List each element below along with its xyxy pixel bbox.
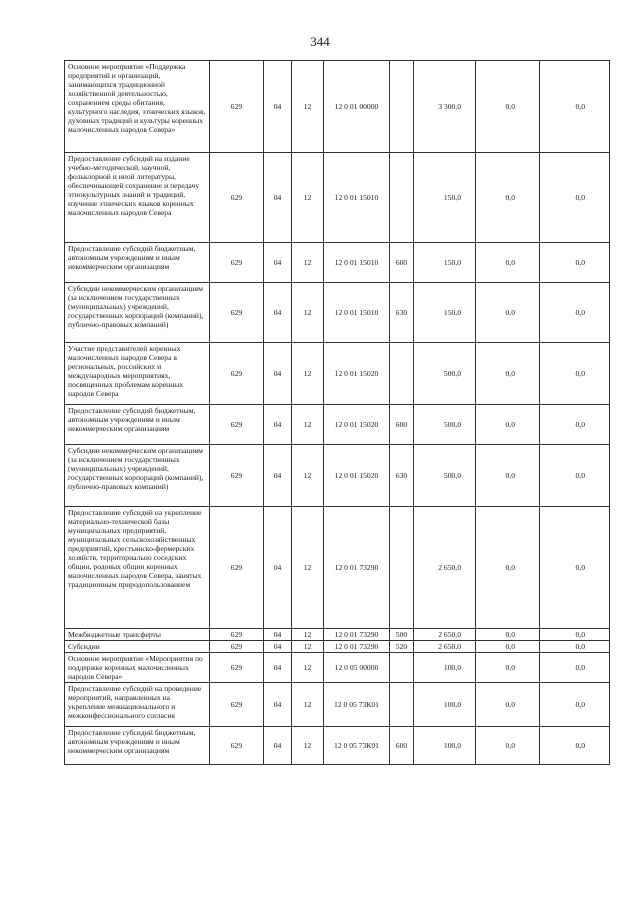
target-article: 12 0 01 15010 — [324, 153, 390, 243]
amount-year-1: 150,0 — [414, 153, 476, 243]
table-body — [65, 61, 610, 765]
amount-year-3: 0,0 — [540, 405, 610, 445]
ministry-code: 629 — [210, 405, 264, 445]
amount-year-1: 500,0 — [414, 405, 476, 445]
row-name: Предоставление субсидий на проведение мероприятий, направленных на укрепление межнационального и межконфессионального согласия — [65, 683, 210, 727]
table-row — [65, 153, 610, 243]
expense-type: 500 — [390, 629, 414, 641]
subsection-code: 12 — [292, 445, 324, 507]
subsection-code: 12 — [292, 343, 324, 405]
ministry-code: 629 — [210, 445, 264, 507]
expense-type: 520 — [390, 641, 414, 653]
expense-type: 600 — [390, 727, 414, 765]
table-row — [65, 243, 610, 283]
row-name: Субсидии некоммерческим организациям (за исключением государственных (муниципальных) учреждений, государственных корпораций (компаний), публично-правовых компаний) — [65, 445, 210, 507]
table-row — [65, 405, 610, 445]
section-code: 04 — [264, 283, 292, 343]
amount-year-1: 100,0 — [414, 727, 476, 765]
target-article: 12 0 01 15020 — [324, 343, 390, 405]
ministry-code: 629 — [210, 283, 264, 343]
target-article: 12 0 01 15020 — [324, 445, 390, 507]
subsection-code: 12 — [292, 653, 324, 683]
amount-year-2: 0,0 — [476, 243, 540, 283]
subsection-code: 12 — [292, 629, 324, 641]
subsection-code: 12 — [292, 683, 324, 727]
row-name: Предоставление субсидий на издание учебно-методической, научной, фольклорной и иной литературы, обеспечивающей сохранение и передачу этнокультурных знаний и традиций, изучение этнических языков коренных малочисленных народов Севера — [65, 153, 210, 243]
amount-year-1: 2 650,0 — [414, 641, 476, 653]
section-code: 04 — [264, 641, 292, 653]
section-code: 04 — [264, 629, 292, 641]
amount-year-2: 0,0 — [476, 343, 540, 405]
expense-type — [390, 507, 414, 629]
target-article: 12 0 01 00000 — [324, 61, 390, 153]
target-article: 12 0 01 73290 — [324, 629, 390, 641]
expense-type: 630 — [390, 445, 414, 507]
amount-year-1: 150,0 — [414, 243, 476, 283]
ministry-code: 629 — [210, 727, 264, 765]
target-article: 12 0 01 15010 — [324, 283, 390, 343]
table-row — [65, 445, 610, 507]
ministry-code: 629 — [210, 61, 264, 153]
amount-year-1: 150,0 — [414, 283, 476, 343]
target-article: 12 0 05 73К01 — [324, 727, 390, 765]
budget-table — [64, 60, 610, 765]
amount-year-2: 0,0 — [476, 61, 540, 153]
ministry-code: 629 — [210, 507, 264, 629]
subsection-code: 12 — [292, 507, 324, 629]
table-row — [65, 683, 610, 727]
subsection-code: 12 — [292, 283, 324, 343]
amount-year-2: 0,0 — [476, 283, 540, 343]
expense-type: 600 — [390, 243, 414, 283]
amount-year-2: 0,0 — [476, 653, 540, 683]
row-name: Предоставление субсидий бюджетным, автономным учреждениям и иным некоммерческим организациям — [65, 727, 210, 765]
ministry-code: 629 — [210, 153, 264, 243]
target-article: 12 0 05 73К01 — [324, 683, 390, 727]
subsection-code: 12 — [292, 243, 324, 283]
target-article: 12 0 01 73290 — [324, 641, 390, 653]
ministry-code: 629 — [210, 243, 264, 283]
target-article: 12 0 01 15020 — [324, 405, 390, 445]
expense-type — [390, 61, 414, 153]
expense-type: 600 — [390, 405, 414, 445]
table-row — [65, 629, 610, 641]
target-article: 12 0 01 15010 — [324, 243, 390, 283]
subsection-code: 12 — [292, 405, 324, 445]
amount-year-2: 0,0 — [476, 153, 540, 243]
amount-year-2: 0,0 — [476, 641, 540, 653]
row-name: Участие представителей коренных малочисленных народов Севера в региональных, российских и международных мероприятиях, посвященных проблемам коренных народов Севера — [65, 343, 210, 405]
section-code: 04 — [264, 343, 292, 405]
ministry-code: 629 — [210, 653, 264, 683]
subsection-code: 12 — [292, 61, 324, 153]
amount-year-2: 0,0 — [476, 629, 540, 641]
amount-year-2: 0,0 — [476, 683, 540, 727]
subsection-code: 12 — [292, 727, 324, 765]
table-row — [65, 641, 610, 653]
amount-year-3: 0,0 — [540, 653, 610, 683]
section-code: 04 — [264, 683, 292, 727]
table-row — [65, 283, 610, 343]
page-number: 344 — [310, 34, 330, 49]
ministry-code: 629 — [210, 629, 264, 641]
expense-type — [390, 153, 414, 243]
section-code: 04 — [264, 405, 292, 445]
ministry-code: 629 — [210, 343, 264, 405]
amount-year-1: 3 300,0 — [414, 61, 476, 153]
table-row — [65, 727, 610, 765]
amount-year-3: 0,0 — [540, 283, 610, 343]
section-code: 04 — [264, 445, 292, 507]
amount-year-1: 2 650,0 — [414, 507, 476, 629]
amount-year-3: 0,0 — [540, 343, 610, 405]
amount-year-2: 0,0 — [476, 445, 540, 507]
amount-year-3: 0,0 — [540, 727, 610, 765]
expense-type — [390, 653, 414, 683]
amount-year-2: 0,0 — [476, 405, 540, 445]
amount-year-3: 0,0 — [540, 445, 610, 507]
subsection-code: 12 — [292, 153, 324, 243]
section-code: 04 — [264, 243, 292, 283]
amount-year-3: 0,0 — [540, 629, 610, 641]
section-code: 04 — [264, 727, 292, 765]
row-name: Предоставление субсидий бюджетным, автономным учреждениям и иным некоммерческим организациям — [65, 405, 210, 445]
ministry-code: 629 — [210, 641, 264, 653]
amount-year-3: 0,0 — [540, 153, 610, 243]
row-name: Основное мероприятие «Мероприятия по поддержке коренных малочисленных народов Севера» — [65, 653, 210, 683]
row-name: Предоставление субсидий на укрепление материально-технической базы муниципальных предприятий, муниципальных сельскохозяйственных предприятий, крестьянско-фермерских хозяйств, территориально соседских общин, родовых общин коренных малочисленных народов Севера, занятых традиционным природопользованием — [65, 507, 210, 629]
amount-year-3: 0,0 — [540, 683, 610, 727]
amount-year-3: 0,0 — [540, 61, 610, 153]
amount-year-1: 2 650,0 — [414, 629, 476, 641]
amount-year-1: 500,0 — [414, 445, 476, 507]
table-row — [65, 61, 610, 153]
amount-year-1: 100,0 — [414, 653, 476, 683]
target-article: 12 0 05 00000 — [324, 653, 390, 683]
target-article: 12 0 01 73290 — [324, 507, 390, 629]
expense-type — [390, 683, 414, 727]
ministry-code: 629 — [210, 683, 264, 727]
row-name: Основное мероприятие «Поддержка предприятий и организаций, занимающихся традиционной хозяйственной деятельностью, сохранением среды обитания, культурного наследия, этнических языков, духовных традиций и культуры коренных малочисленных народов Севера» — [65, 61, 210, 153]
section-code: 04 — [264, 153, 292, 243]
amount-year-3: 0,0 — [540, 641, 610, 653]
row-name: Субсидии некоммерческим организациям (за исключением государственных (муниципальных) учреждений, государственных корпораций (компаний), публично-правовых компаний) — [65, 283, 210, 343]
table-row — [65, 343, 610, 405]
subsection-code: 12 — [292, 641, 324, 653]
row-name: Межбюджетные трансферты — [65, 629, 210, 641]
amount-year-1: 100,0 — [414, 683, 476, 727]
row-name: Предоставление субсидий бюджетным, автономным учреждениям и иным некоммерческим организациям — [65, 243, 210, 283]
section-code: 04 — [264, 61, 292, 153]
section-code: 04 — [264, 653, 292, 683]
amount-year-2: 0,0 — [476, 727, 540, 765]
row-name: Субсидии — [65, 641, 210, 653]
table-row — [65, 653, 610, 683]
expense-type: 630 — [390, 283, 414, 343]
amount-year-2: 0,0 — [476, 507, 540, 629]
amount-year-3: 0,0 — [540, 243, 610, 283]
section-code: 04 — [264, 507, 292, 629]
table-row — [65, 507, 610, 629]
expense-type — [390, 343, 414, 405]
amount-year-3: 0,0 — [540, 507, 610, 629]
amount-year-1: 500,0 — [414, 343, 476, 405]
